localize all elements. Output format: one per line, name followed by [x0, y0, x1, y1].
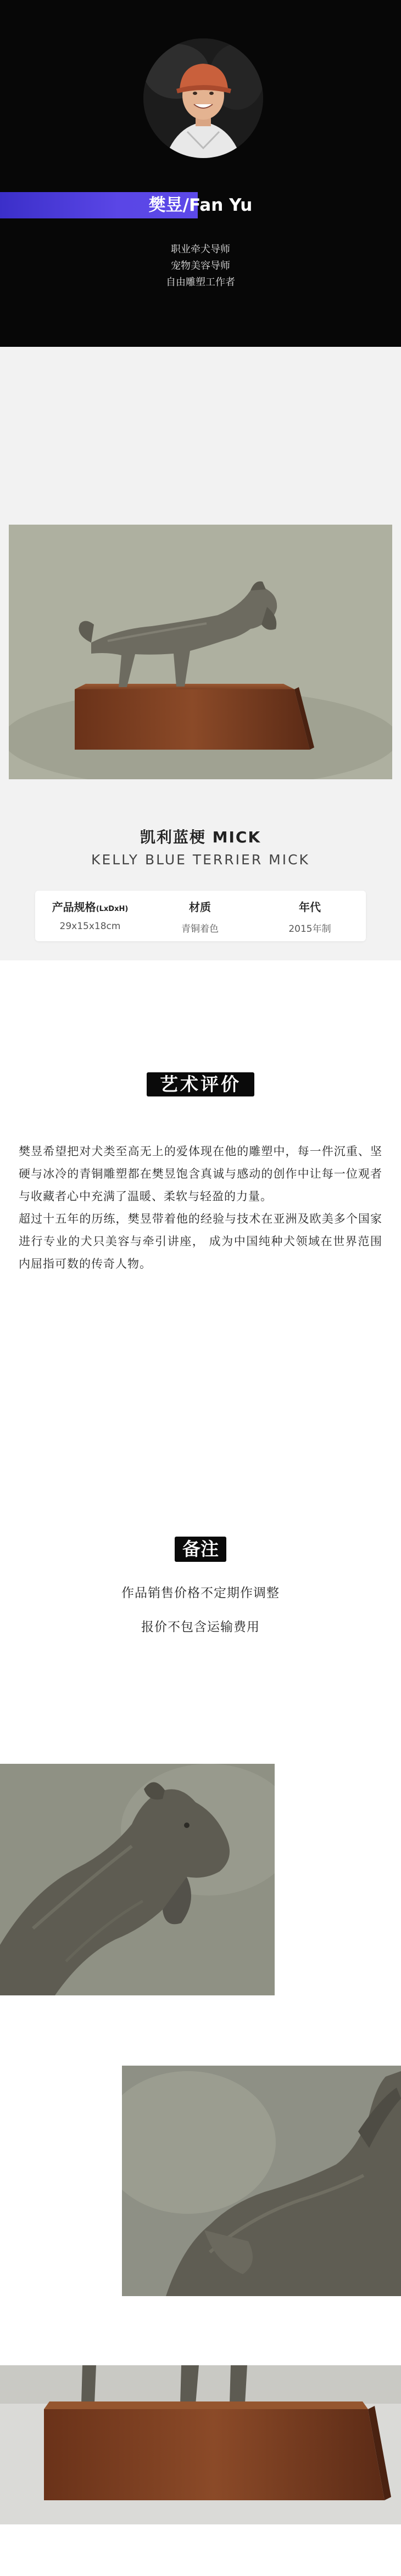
sculpture-image — [9, 525, 392, 779]
author-avatar — [143, 38, 263, 158]
spec-card — [35, 891, 366, 941]
spec-material-label: 材质 — [189, 901, 211, 914]
spec-material-value: 青铜着色 — [181, 924, 219, 935]
review-heading: 艺术评价 — [147, 1072, 254, 1096]
notes-heading: 备注 — [175, 1537, 226, 1562]
detail-photo-base — [0, 2365, 401, 2524]
product-subtitle: KELLY BLUE TERRIER MICK — [91, 852, 310, 868]
product-title: 凯利蓝梗 MICK — [140, 828, 261, 846]
author-role-3: 自由雕塑工作者 — [166, 277, 235, 288]
spec-year-value: 2015年制 — [288, 924, 331, 935]
spec-size — [35, 891, 145, 941]
sculpture-base-closeup — [0, 2365, 401, 2524]
review-paragraph-2: 超过十五年的历练，樊昱带着他的经验与技术在亚洲及欧美多个国家进行专业的犬只美容与牵引讲座， 成为中国纯种犬领域在世界范围内屈指可数的传奇人物。 — [19, 1212, 382, 1270]
author-role-2: 宠物美容导师 — [171, 260, 230, 272]
sculpture-body-closeup — [122, 2066, 401, 2296]
sculpture-main-photo — [9, 525, 392, 779]
spec-year-label: 年代 — [299, 901, 321, 914]
detail-photo-head — [0, 1764, 275, 1995]
spec-material — [145, 891, 255, 941]
note-price-adjust: 作品销售价格不定期作调整 — [121, 1586, 280, 1600]
spec-size-unit: (LxDxH) — [96, 905, 129, 913]
spec-size-value: 29x15x18cm — [59, 921, 121, 932]
author-name: 樊昱/Fan Yu — [148, 195, 253, 215]
review-text — [19, 1140, 382, 1275]
note-shipping-excluded: 报价不包含运输费用 — [141, 1620, 260, 1634]
detail-photo-body — [122, 2066, 401, 2296]
sculpture-head-closeup — [0, 1764, 275, 1995]
spec-year — [255, 891, 365, 941]
spec-size-label: 产品规格(LxDxH) — [52, 901, 129, 914]
author-role-1: 职业牵犬导师 — [171, 244, 230, 255]
review-paragraph-1: 樊昱希望把对犬类至高无上的爱体现在他的雕塑中，每一件沉重、坚硬与冰冷的青铜雕塑都在樊昱饱含真诚与感动的创作中让每一位观者与收藏者心中充满了温暖、柔软与轻盈的力量。 — [19, 1145, 382, 1203]
avatar-portrait-image — [143, 38, 263, 158]
